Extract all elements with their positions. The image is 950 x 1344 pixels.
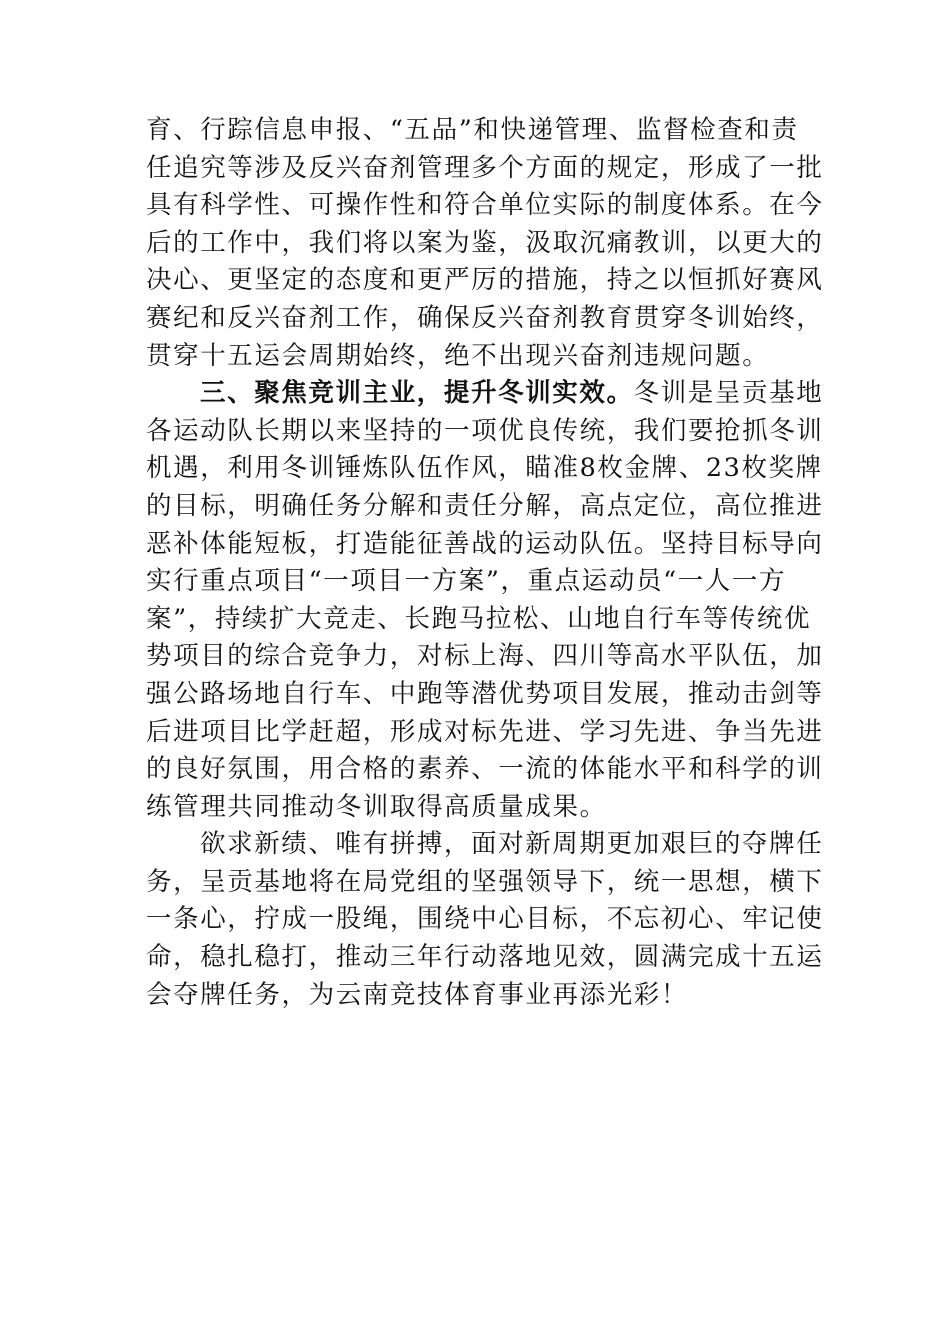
paragraph-line: 后的工作中，我们将以案为鉴，汲取沉痛教训，以更大的: [146, 227, 824, 258]
document-body: [146, 112, 824, 1014]
paragraph-line: 恶补体能短板，打造能征善战的运动队伍。坚持目标导向: [146, 528, 824, 559]
paragraph-line: 案”，持续扩大竞走、长跑马拉松、山地自行车等传统优: [146, 603, 812, 634]
paragraph-line: 势项目的综合竞争力，对标上海、四川等高水平队伍，加: [146, 641, 824, 672]
paragraph-line: 任追究等涉及反兴奋剂管理多个方面的规定，形成了一批: [146, 152, 824, 183]
paragraph-text: 冬训是呈贡基地: [633, 378, 824, 409]
paragraph-line: 机遇，利用冬训锤炼队伍作风，瞄准8枚金牌、23枚奖牌: [146, 453, 823, 484]
paragraph-line: 务，呈贡基地将在局党组的坚强领导下，统一思想，横下: [146, 866, 824, 897]
paragraph-line: 的目标，明确任务分解和责任分解，高点定位，高位推进: [146, 490, 824, 521]
paragraph-line: 会夺牌任务，为云南竞技体育事业再添光彩！: [146, 979, 689, 1010]
paragraph-line: 育、行踪信息申报、“五品”和快递管理、监督检查和责: [146, 115, 799, 145]
paragraph-line: 贯穿十五运会周期始终，绝不出现兴奋剂违规问题。: [146, 340, 770, 371]
paragraph-line: 赛纪和反兴奋剂工作，确保反兴奋剂教育贯穿冬训始终，: [146, 302, 824, 333]
paragraph-line: 实行重点项目“一项目一方案”，重点运动员“一人一方: [146, 566, 787, 597]
paragraph-line: 一条心，拧成一股绳，围绕中心目标，不忘初心、牢记使: [146, 904, 824, 935]
paragraph-line: 命，稳扎稳打，推动三年行动落地见效，圆满完成十五运: [146, 942, 824, 973]
paragraph-line: 的良好氛围，用合格的素养、一流的体能水平和科学的训: [146, 754, 824, 785]
paragraph-line: 强公路场地自行车、中跑等潜优势项目发展，推动击剑等: [146, 678, 824, 709]
paragraph-first-line: 欲求新绩、唯有拼搏，面对新周期更加艰巨的夺牌任: [200, 829, 824, 860]
paragraph-line: 具有科学性、可操作性和符合单位实际的制度体系。在今: [146, 190, 824, 221]
paragraph-3: [146, 826, 824, 1014]
paragraph-first-line: [146, 375, 824, 413]
section-heading: 三、聚焦竞训主业，提升冬训实效。: [200, 378, 634, 409]
paragraph-line: 练管理共同推动冬训取得高质量成果。: [146, 791, 607, 822]
paragraph-line: 决心、更坚定的态度和更严厉的措施，持之以恒抓好赛风: [146, 265, 824, 296]
paragraph-line: 后进项目比学赶超，形成对标先进、学习先进、争当先进: [146, 716, 824, 747]
paragraph-1: [146, 112, 824, 375]
paragraph-line: 各运动队长期以来坚持的一项优良传统，我们要抢抓冬训: [146, 415, 824, 446]
paragraph-2: [146, 375, 824, 826]
